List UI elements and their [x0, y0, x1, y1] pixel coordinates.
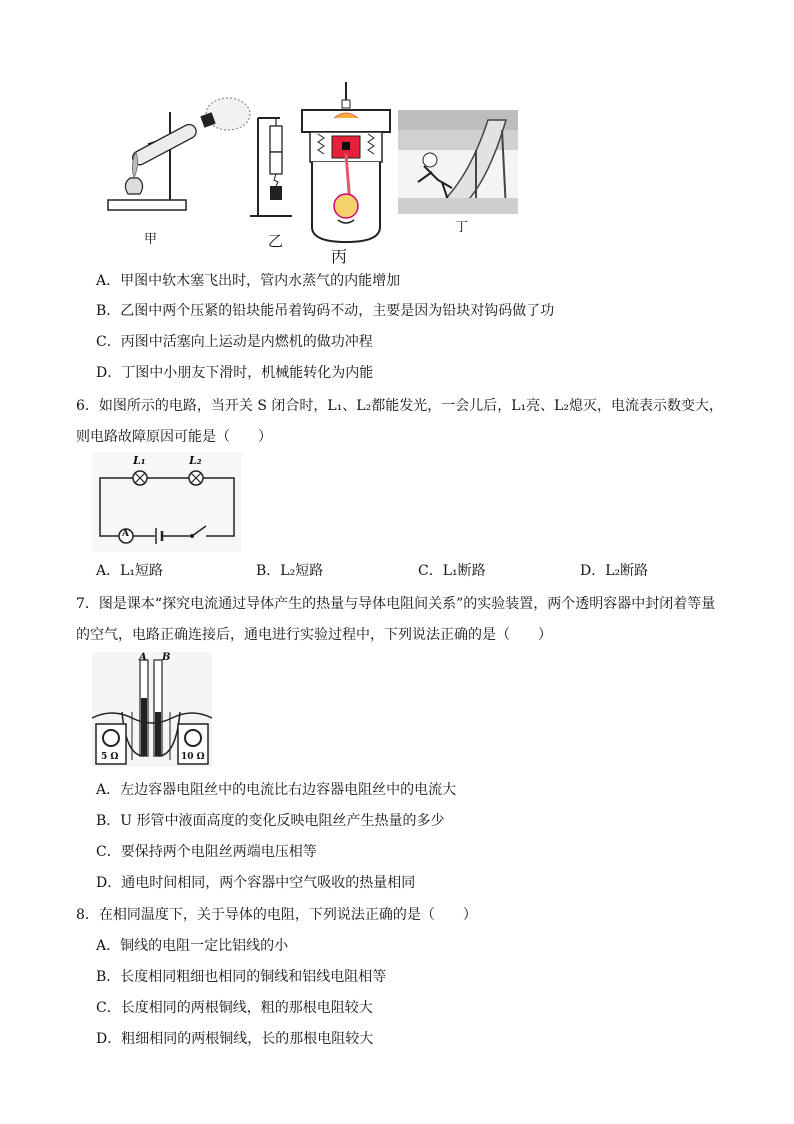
q8-option-b: B．长度相同粗细也相同的铜线和铝线电阻相等 — [96, 969, 387, 985]
q7-stem-line1: 7．图是课本“探究电流通过导体产生的热量与导体电阻间关系”的实验装置，两个透明容器中封闭着等量 — [76, 596, 716, 612]
q5-option-b: B．乙图中两个压紧的铅块能吊着钩码不动，主要是因为铅块对钩码做了功 — [96, 303, 555, 319]
figure-yi — [250, 112, 300, 224]
q7-stem-line2: 的空气，电路正确连接后，通电进行实验过程中，下列说法正确的是（ ） — [76, 627, 552, 643]
figure-bing — [298, 82, 394, 244]
q7-option-c: C．要保持两个电阻丝两端电压相等 — [96, 844, 317, 860]
figure-jia-label: 甲 — [144, 232, 158, 247]
q5-option-c: C．丙图中活塞向上运动是内燃机的做功冲程 — [96, 334, 373, 350]
q6-label-l2: L₂ — [189, 454, 202, 467]
q6-label-l1: L₁ — [133, 454, 146, 467]
q7-option-b: B．U 形管中液面高度的变化反映电阻丝产生热量的多少 — [96, 813, 445, 829]
q8-option-d: D．粗细相同的两根铜线，长的那根电阻较大 — [96, 1031, 374, 1047]
q6-stem-line1: 6．如图所示的电路，当开关 S 闭合时，L₁、L₂都能发光，一会儿后，L₁亮、L₂熄灭，电流表示数变大， — [76, 398, 724, 414]
q7-option-a: A．左边容器电阻丝中的电流比右边容器电阻丝中的电流大 — [96, 782, 457, 798]
q6-option-b: B．L₂短路 — [256, 563, 324, 579]
figure-jia — [100, 92, 220, 222]
q7-label-a: A — [139, 652, 147, 663]
q8-option-a: A．铜线的电阻一定比铝线的小 — [96, 938, 289, 954]
q7-label-10ohm: 10 Ω — [181, 752, 205, 762]
q6-option-c: C．L₁断路 — [418, 563, 486, 579]
q6-option-d: D．L₂断路 — [580, 563, 649, 579]
q6-label-ammeter: A — [122, 529, 129, 539]
q5-option-a: A．甲图中软木塞飞出时，管内水蒸气的内能增加 — [96, 273, 401, 289]
figure-ding-label: 丁 — [455, 220, 469, 235]
q5-option-d: D．丁图中小朋友下滑时，机械能转化为内能 — [96, 365, 374, 381]
q8-stem: 8．在相同温度下，关于导体的电阻，下列说法正确的是（ ） — [76, 907, 477, 923]
q7-option-d: D．通电时间相同，两个容器中空气吸收的热量相同 — [96, 875, 416, 891]
q6-option-a: A．L₁短路 — [96, 563, 164, 579]
q6-circuit-diagram — [92, 452, 242, 552]
figure-yi-label: 乙 — [268, 232, 284, 250]
q7-label-5ohm: 5 Ω — [101, 752, 119, 762]
figure-bing-label: 丙 — [331, 247, 348, 266]
q7-label-b: B — [162, 652, 171, 663]
q7-apparatus-diagram — [92, 652, 212, 767]
q8-option-c: C．长度相同的两根铜线，粗的那根电阻较大 — [96, 1000, 373, 1016]
q6-stem-line2: 则电路故障原因可能是（ ） — [76, 429, 272, 445]
figure-ding — [398, 110, 518, 214]
